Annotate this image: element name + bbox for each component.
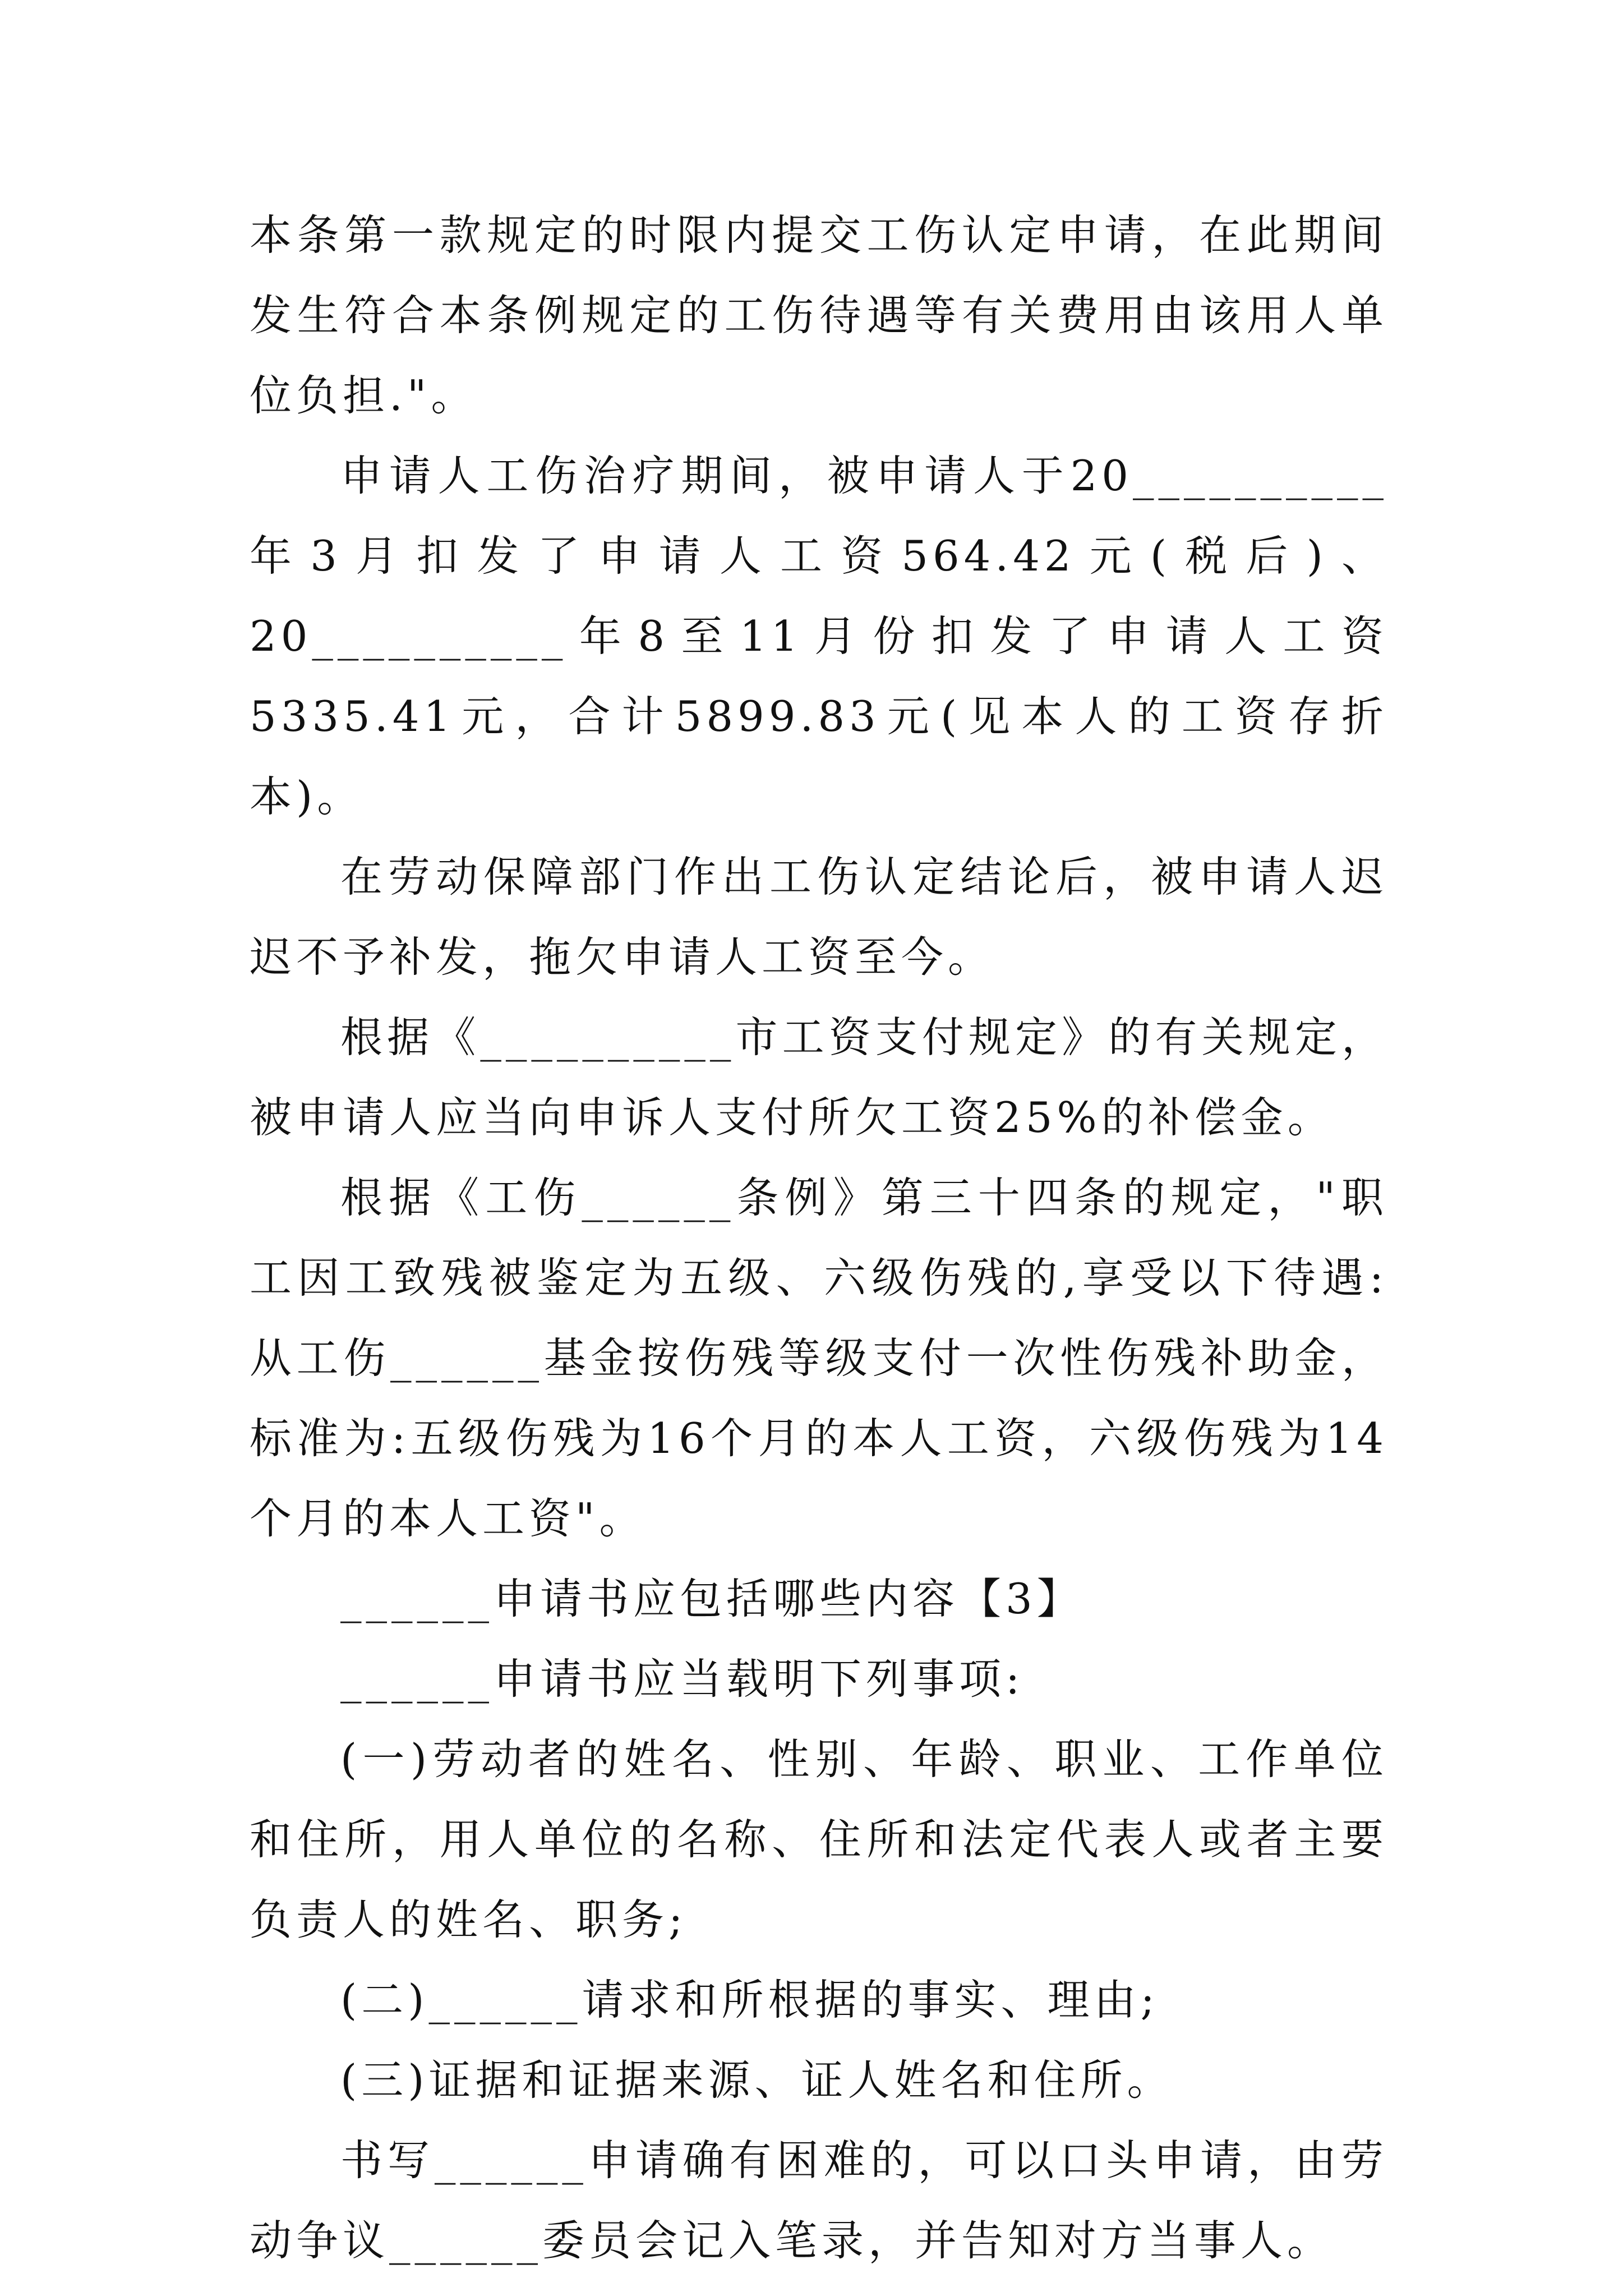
paragraph-requirements-intro: ______申请书应当载明下列事项: <box>340 1654 1025 1704</box>
list-item-2: (二)______请求和所根据的事实、理由; <box>340 1975 1159 2024</box>
paragraph-injury-regulation: 根据《工伤______条例》第三十四条的规定，"职工因工致残被鉴定为五级、六级伤残的,享受以下待遇:从工伤______基金按伤残等级支付一次性伤残补助金，标准为:五级伤残为16个月的本人工资，六级伤残为14个月的本人工资"。 <box>250 1173 1388 1543</box>
paragraph-wage-deduction: 申请人工伤治疗期间，被申请人于20__________年3月扣发了申请人工资564.42元(税后)、20__________年8至11月份扣发了申请人工资5335.41元，合计5899.83元(见本人的工资存折本)。 <box>250 451 1388 821</box>
document-body <box>250 195 1388 2281</box>
paragraph-compensation-basis: 根据《__________市工资支付规定》的有关规定，被申请人应当向申诉人支付所欠工资25%的补偿金。 <box>250 1013 1388 1142</box>
paragraph-arrears: 在劳动保障部门作出工伤认定结论后，被申请人迟迟不予补发，拖欠申请人工资至今。 <box>250 852 1388 982</box>
list-item-3: (三)证据和证据来源、证人姓名和住所。 <box>340 2055 1174 2105</box>
list-item-1: (一)劳动者的姓名、性别、年龄、职业、工作单位和住所，用人单位的名称、住所和法定代表人或者主要负责人的姓名、职务; <box>250 1734 1388 1944</box>
paragraph-oral-application: 书写______申请确有困难的，可以口头申请，由劳动争议______委员会记入笔录，并告知对方当事人。 <box>250 2136 1388 2265</box>
paragraph-continuation: 本条第一款规定的时限内提交工伤认定申请，在此期间发生符合本条例规定的工伤待遇等有关费用由该用人单位负担."。 <box>250 210 1388 420</box>
section-heading: ______申请书应包括哪些内容【3】 <box>340 1574 1083 1623</box>
